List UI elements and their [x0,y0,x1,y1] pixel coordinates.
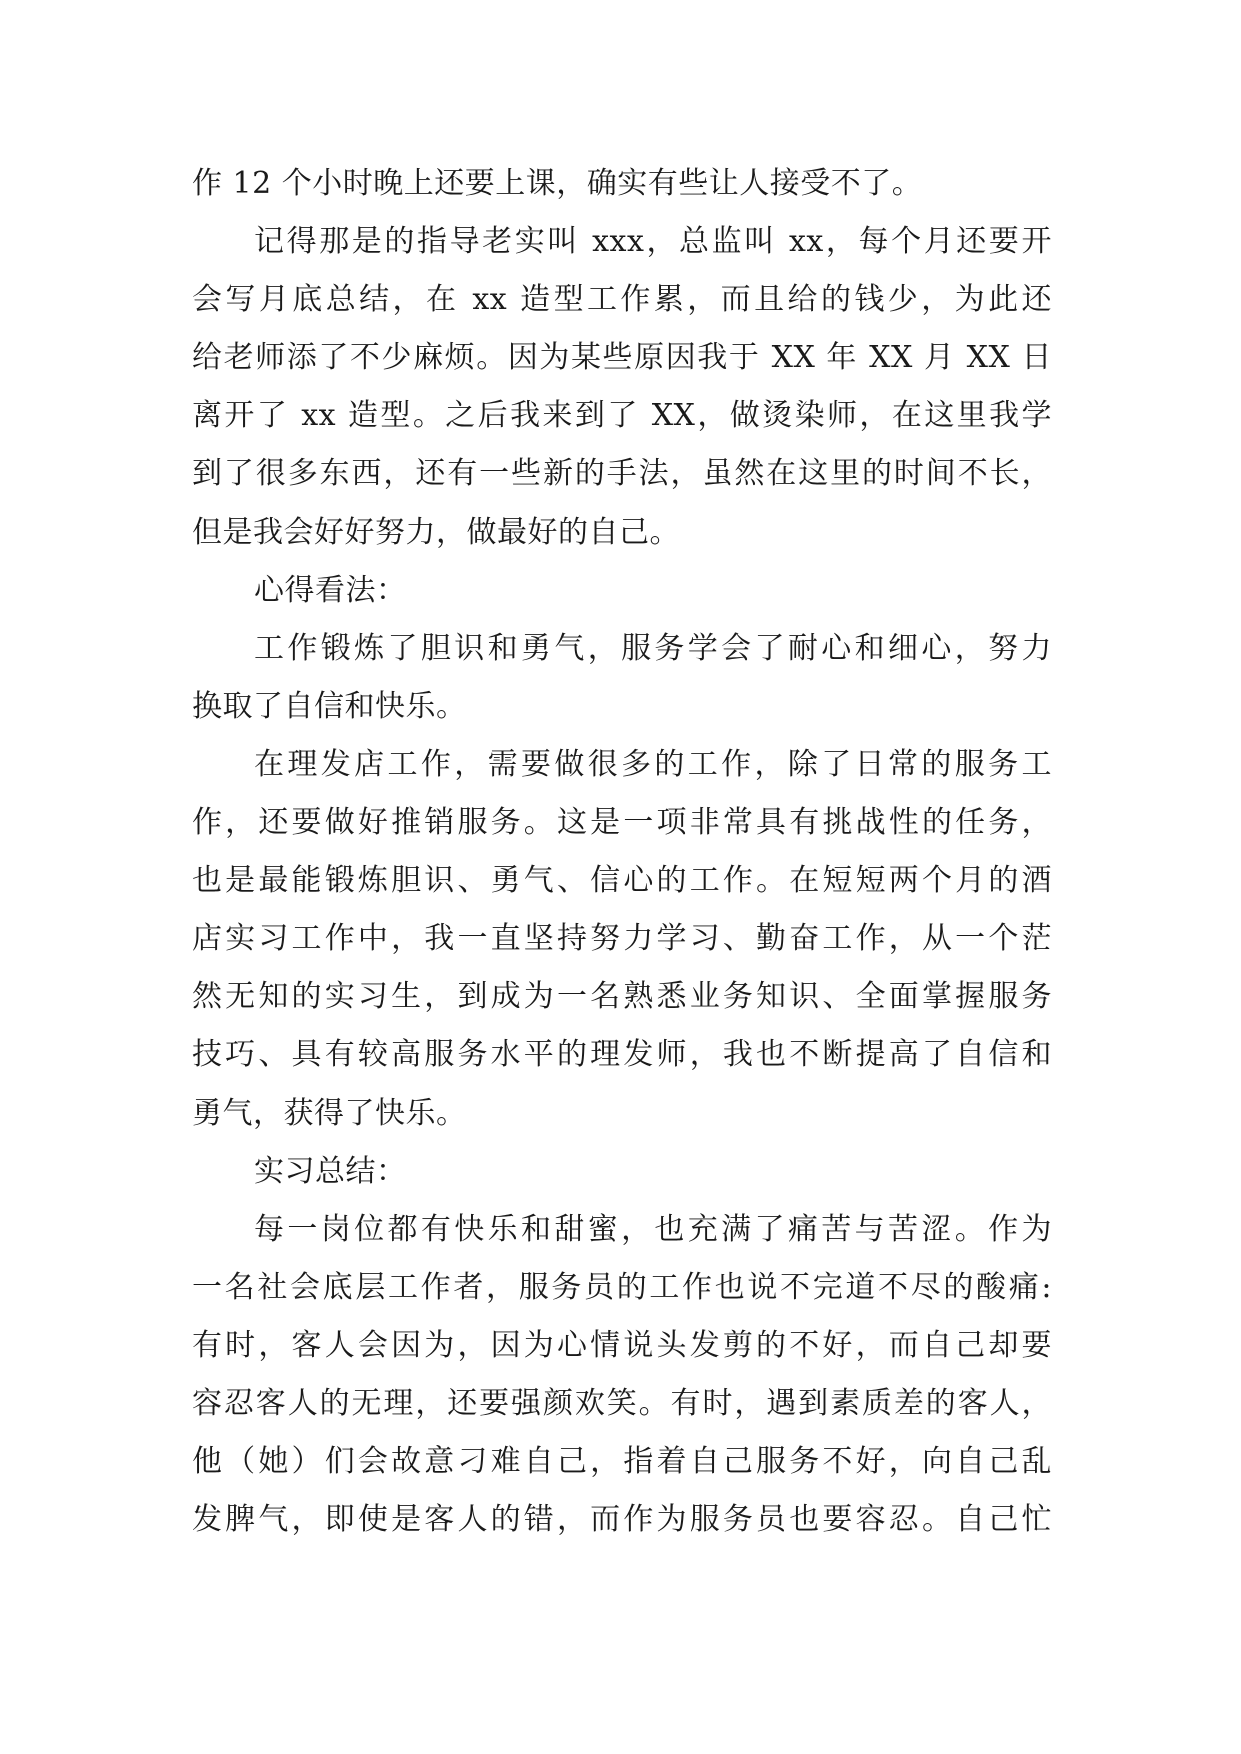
text-line: 他（她）们会故意刁难自己，指着自己服务不好，向自己乱 [192,1444,1052,1480]
text-line: 作 12 个小时晚上还要上课，确实有些让人接受不了。 [192,166,923,201]
text-line: 但是我会好好努力，做最好的自己。 [192,514,680,550]
text-line: 给老师添了不少麻烦。因为某些原因我于 XX 年 XX 月 XX 日 [192,340,1052,376]
text-line: 容忍客人的无理，还要强颜欢笑。有时，遇到素质差的客人， [192,1385,1052,1421]
text-line: 到了很多东西，还有一些新的手法，虽然在这里的时间不长， [192,456,1052,492]
text-line: 也是最能锻炼胆识、勇气、信心的工作。在短短两个月的酒 [192,863,1052,899]
text-line: 作，还要做好推销服务。这是一项非常具有挑战性的任务， [192,805,1052,841]
paragraph-first-line: 在理发店工作，需要做很多的工作，除了日常的服务工 [254,746,1052,782]
section-heading: 实习总结： [254,1153,407,1189]
text-line: 勇气，获得了快乐。 [192,1095,467,1131]
text-line: 会写月底总结，在 xx 造型工作累，而且给的钱少，为此还 [192,282,1052,318]
section-heading: 心得看法： [254,572,407,608]
text-line: 离开了 xx 造型。之后我来到了 XX，做烫染师，在这里我学 [192,398,1052,434]
text-line: 换取了自信和快乐。 [192,688,467,724]
document-body [192,155,1052,1549]
text-line: 发脾气，即使是客人的错，而作为服务员也要容忍。自己忙 [192,1502,1052,1538]
text-line: 店实习工作中，我一直坚持努力学习、勤奋工作，从一个茫 [192,921,1052,957]
text-line: 有时，客人会因为，因为心情说头发剪的不好，而自己却要 [192,1327,1052,1363]
paragraph-first-line: 记得那是的指导老实叫 xxx，总监叫 xx，每个月还要开 [254,224,1052,260]
text-line: 然无知的实习生，到成为一名熟悉业务知识、全面掌握服务 [192,979,1052,1015]
text-line: 一名社会底层工作者，服务员的工作也说不完道不尽的酸痛: [192,1269,1052,1305]
paragraph-first-line: 工作锻炼了胆识和勇气，服务学会了耐心和细心，努力 [254,630,1052,666]
paragraph-first-line: 每一岗位都有快乐和甜蜜，也充满了痛苦与苦涩。作为 [254,1211,1052,1247]
text-line: 技巧、具有较高服务水平的理发师，我也不断提高了自信和 [192,1037,1052,1073]
